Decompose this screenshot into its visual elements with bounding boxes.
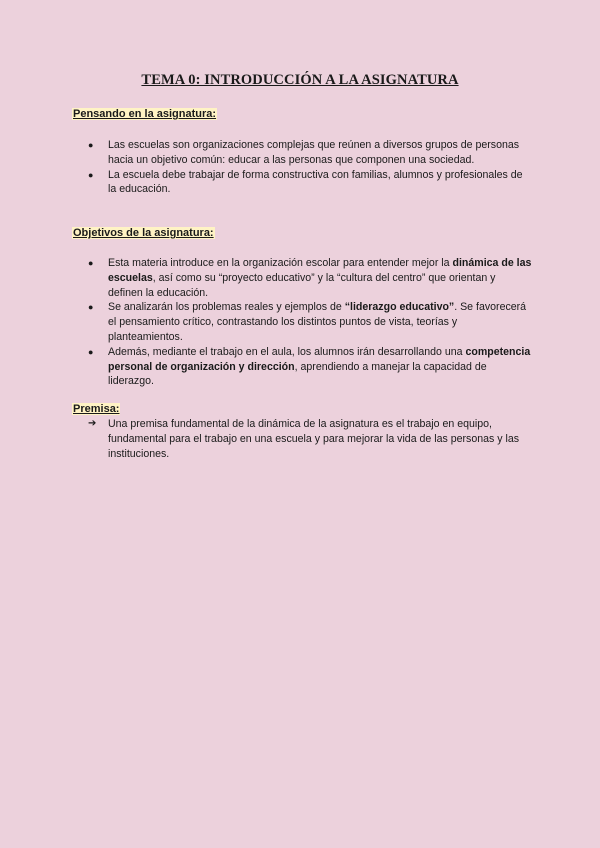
heading-pensando — [72, 108, 217, 120]
heading-objetivos — [72, 227, 215, 239]
list-item — [88, 168, 533, 198]
list-item — [88, 417, 533, 461]
list-pensando — [88, 138, 533, 197]
list-item — [88, 256, 533, 300]
heading-objetivos-text: Objetivos de la asignatura: — [73, 227, 214, 239]
list-item-text-bold: “liderazgo educativo” — [344, 301, 455, 314]
heading-premisa-text: Premisa: — [73, 403, 120, 415]
list-item-text-pre: Esta materia introduce en la organización escolar para entender mejor la — [108, 257, 453, 269]
page-title: TEMA 0: INTRODUCCIÓN A LA ASIGNATURA — [141, 72, 459, 88]
arrow-right-icon: ➔ — [88, 418, 97, 429]
list-item-text-post: . Se favorecerá el pensamiento crítico, contrastando los distintos puntos de vista, teorías y planteamientos. — [108, 301, 527, 343]
list-item-text: Las escuelas son organizaciones complejas que reúnen a diversos grupos de personas hacia un objetivo común: educar a las personas que componen una sociedad. — [108, 139, 520, 166]
list-objetivos — [88, 256, 533, 389]
heading-premisa — [72, 403, 120, 415]
list-item — [88, 345, 533, 389]
bullet-icon: ● — [88, 258, 94, 268]
list-item-text: La escuela debe trabajar de forma constructiva con familias, alumnos y profesionales de la educación. — [108, 168, 523, 196]
bullet-icon: ● — [88, 140, 94, 150]
list-item — [88, 300, 533, 344]
list-item-text: Una premisa fundamental de la dinámica de la asignatura es el trabajo en equipo, fundamental para el trabajo en una escuela y para mejorar la vida de las personas y las instituciones. — [108, 418, 520, 460]
list-premisa — [88, 417, 533, 461]
list-item-text-bold: competencia personal de organización y dirección — [108, 345, 531, 373]
list-item-text-pre: Además, mediante el trabajo en el aula, los alumnos irán desarrollando una — [108, 345, 466, 358]
bullet-icon: ● — [88, 169, 94, 180]
list-item-text-bold: dinámica de las escuelas — [108, 257, 532, 284]
heading-pensando-text: Pensando en la asignatura: — [73, 108, 217, 120]
list-item-text-pre: Se analizarán los problemas reales y ejemplos de — [108, 301, 345, 314]
bullet-icon: ● — [88, 346, 94, 357]
list-item — [88, 138, 533, 168]
list-item-text-post: , aprendiendo a manejar la capacidad de liderazgo. — [108, 360, 487, 388]
list-item-text-post: , así como su “proyecto educativo” y la “cultura del centro” que orientan y definen la educación. — [108, 271, 496, 299]
bullet-icon: ● — [88, 302, 94, 313]
